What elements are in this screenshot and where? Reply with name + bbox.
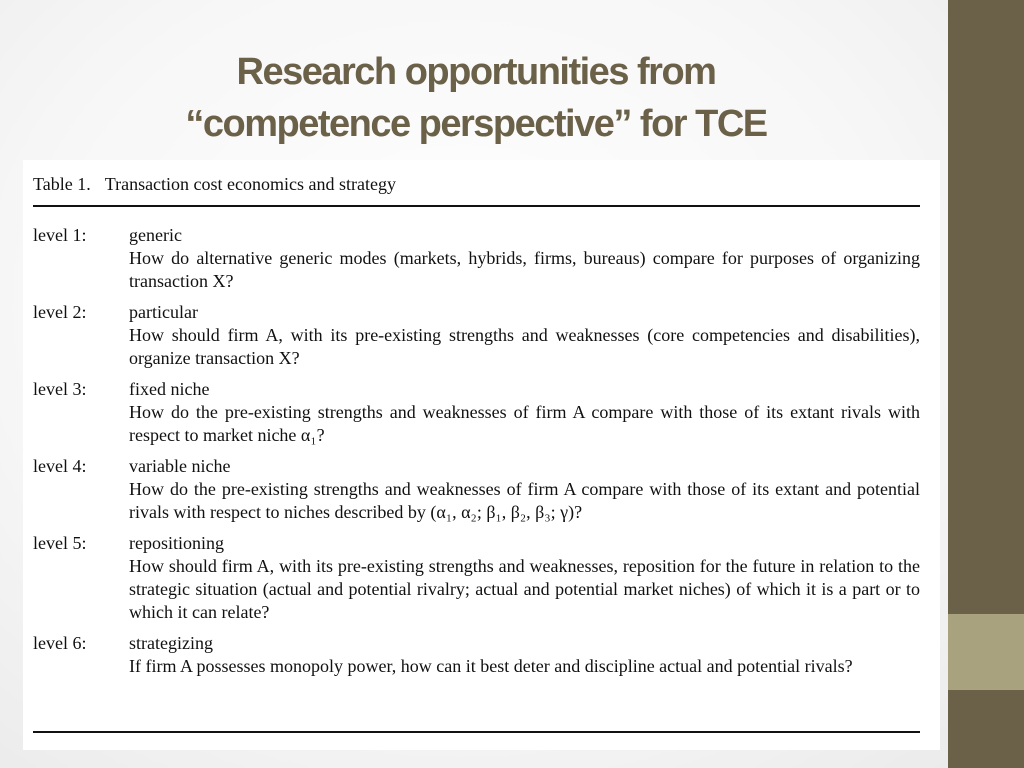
level-question: If firm A possesses monopoly power, how can it best deter and discipline actual and potential rivals? <box>129 656 853 676</box>
table-caption-text: Transaction cost economics and strategy <box>104 174 396 194</box>
table-rows <box>33 224 920 686</box>
table-row <box>33 632 920 678</box>
level-label: level 1: <box>33 225 87 245</box>
table-bottom-rule <box>33 731 920 733</box>
table-top-rule <box>33 205 920 207</box>
table-row <box>33 455 920 524</box>
level-name: repositioning <box>129 533 224 553</box>
level-body <box>129 532 920 624</box>
level-label: level 2: <box>33 302 87 322</box>
level-name: generic <box>129 225 182 245</box>
table-row <box>33 378 920 447</box>
table-row <box>33 224 920 293</box>
table-caption-number: Table 1. <box>33 174 91 194</box>
level-name: variable niche <box>129 456 231 476</box>
level-body <box>129 224 920 293</box>
table-image <box>23 160 940 750</box>
level-question: How should firm A, with its pre-existing strengths and weaknesses, reposition for the future in relation to the strategic situation (actual and potential rivalry; actual and potential market niches) of which it is a part or to which it can relate? <box>129 556 920 622</box>
level-question: How should firm A, with its pre-existing strengths and weaknesses (core competencies and disabilities), organize transaction X? <box>129 325 920 368</box>
level-label: level 3: <box>33 379 87 399</box>
level-name: strategizing <box>129 633 213 653</box>
slide-title-line-1: Research opportunities from <box>236 51 716 93</box>
level-body <box>129 455 920 524</box>
table-row <box>33 301 920 370</box>
level-name: particular <box>129 302 198 322</box>
level-label: level 6: <box>33 633 87 653</box>
level-name: fixed niche <box>129 379 210 399</box>
level-label: level 4: <box>33 456 87 476</box>
slide-title <box>40 46 912 150</box>
level-label: level 5: <box>33 533 87 553</box>
table-caption <box>33 174 396 195</box>
level-question: How do the pre-existing strengths and weaknesses of firm A compare with those of its extant and potential rivals with respect to niches described by (α₁, α₂; β₁, β₂, β₃; γ)? <box>129 479 920 522</box>
slide-title-line-2: “competence perspective” for TCE <box>185 103 767 145</box>
level-body <box>129 301 920 370</box>
table-row <box>33 532 920 624</box>
level-question: How do the pre-existing strengths and weaknesses of firm A compare with those of its extant rivals with respect to market niche α₁? <box>129 402 920 445</box>
level-body <box>129 378 920 447</box>
decorative-side-bar-accent <box>948 614 1024 690</box>
level-question: How do alternative generic modes (markets, hybrids, firms, bureaus) compare for purposes of organizing transaction X? <box>129 248 920 291</box>
level-body <box>129 632 920 678</box>
